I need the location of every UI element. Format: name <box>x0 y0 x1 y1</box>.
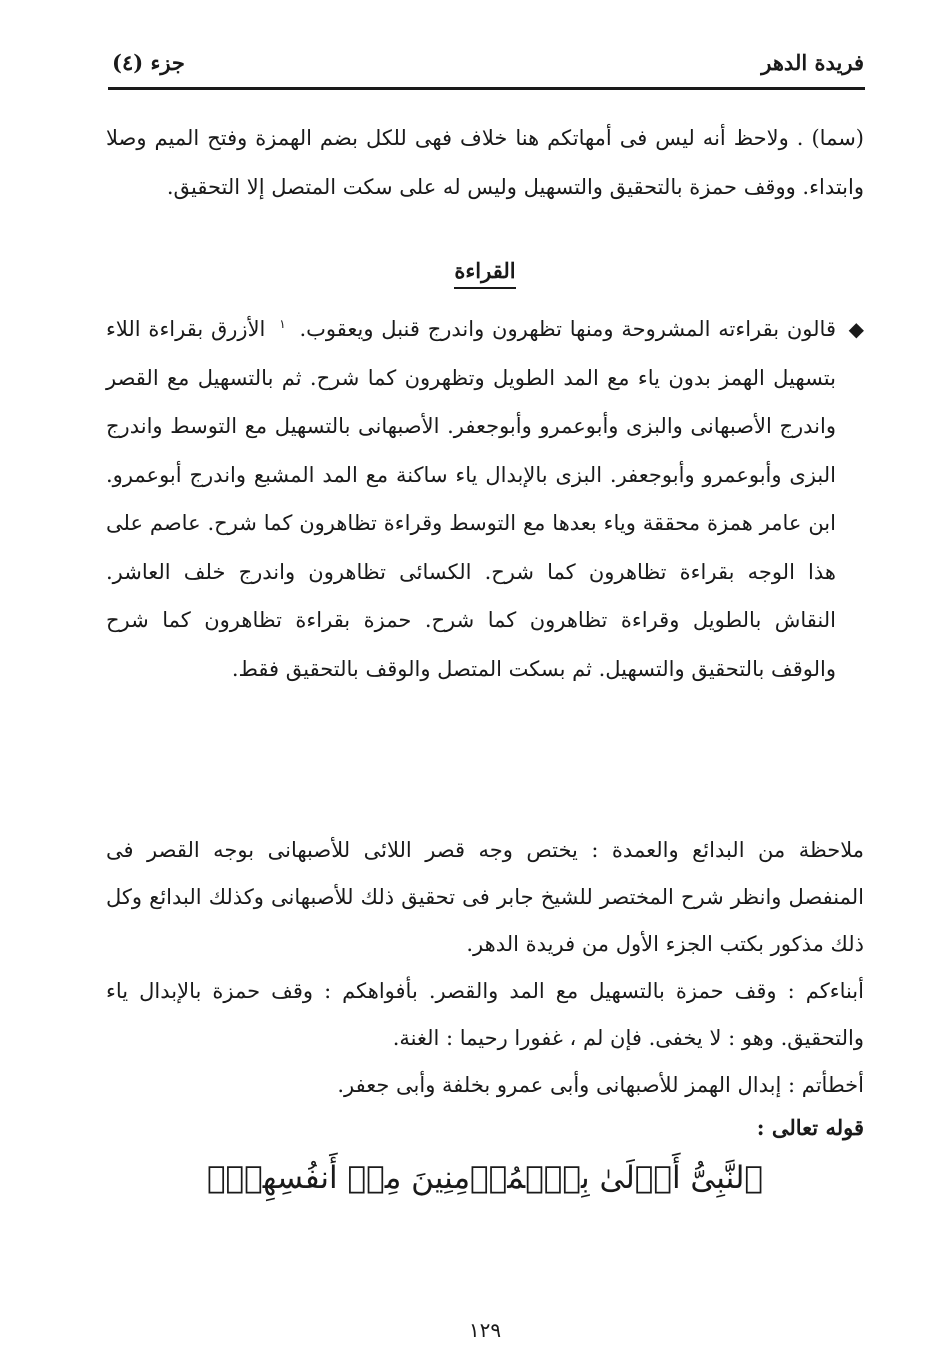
reading-section <box>106 305 864 693</box>
reading-text-rest: الأزرق بقراءة اللاء بتسهيل الهمز بدون ياء مع المد الطويل وتظهرون كما شرح. ثم بالتسهيل مع القصر واندرج الأصبهانى والبزى وأبوعمرو وأبوجعفر. الأصبهانى بالتسهيل مع التوسط واندرج البزى وأبوعمرو وأبوجعفر. البزى بالإبدال ياء ساكنة مع المد المشبع واندرج أبوعمرو. ابن عامر همزة محققة وياء بعدها مع التوسط وقراءة تظاهرون كما شرح. عاصم على هذا الوجه بقراءة تظاهرون كما شرح. الكسائى تظاهرون واندرج خلف العاشر. النقاش بالطويل وقراءة تظاهرون كما شرح. حمزة بقراءة تظاهرون كما شرح والوقف بالتحقيق والتسهيل. ثم بسكت المتصل والوقف بالتحقيق فقط. <box>106 317 836 681</box>
reading-text-start: قالون بقراءته المشروحة ومنها تظهرون واندرج قنبل ويعقوب. <box>299 317 836 341</box>
note-paragraph: أخطأتم : إبدال الهمز للأصبهانى وأبى عمرو بخلفة وأبى جعفر. <box>337 1073 864 1097</box>
intro-paragraph: (سما) . ولاحظ أنه ليس فى أمهاتكم هنا خلاف فهى للكل بضم الهمزة وفتح الميم وصلا وابتداء. ووقف حمزة بالتحقيق والتسهيل وليس له على سكت المتصل إلا التحقيق. <box>106 126 864 199</box>
quote-intro: قوله تعالى : <box>756 1115 864 1140</box>
section-title-text: القراءة <box>454 258 515 289</box>
book-title: فريدة الدهر <box>761 50 864 75</box>
quran-verse: ٱلنَّبِىُّ أَوۡلَىٰ بِٱلۡمُؤۡمِنِينَ مِنۡ أَنفُسِهِمۡۖ <box>206 1160 764 1196</box>
diamond-bullet-icon: ◆ <box>848 317 864 341</box>
notes-section <box>106 827 864 1109</box>
header-rule <box>108 87 865 90</box>
note-paragraph: أبناءكم : وقف حمزة بالتسهيل مع المد والقصر. بأفواهكم : وقف حمزة بالإبدال ياء والتحقيق. وهو : لا يخفى. فإن لم ، غفورا رحيما : الغنة. <box>106 979 864 1050</box>
note-paragraph: ملاحظة من البدائع والعمدة : يختص وجه قصر اللائى للأصبهانى بوجه القصر فى المنفصل وانظر شرح المختصر للشيخ جابر فى تحقيق ذلك للأصبهانى وكذلك البدائع وكل ذلك مذكور بكتب الجزء الأول من فريدة الدهر. <box>106 838 864 956</box>
footnote-ref: ١ <box>279 317 286 331</box>
reading-paragraph <box>106 305 864 693</box>
part-label: جزء (٤) <box>112 50 185 75</box>
section-title <box>106 258 864 289</box>
running-header <box>108 46 864 86</box>
page-number: ١٢٩ <box>468 1318 502 1342</box>
